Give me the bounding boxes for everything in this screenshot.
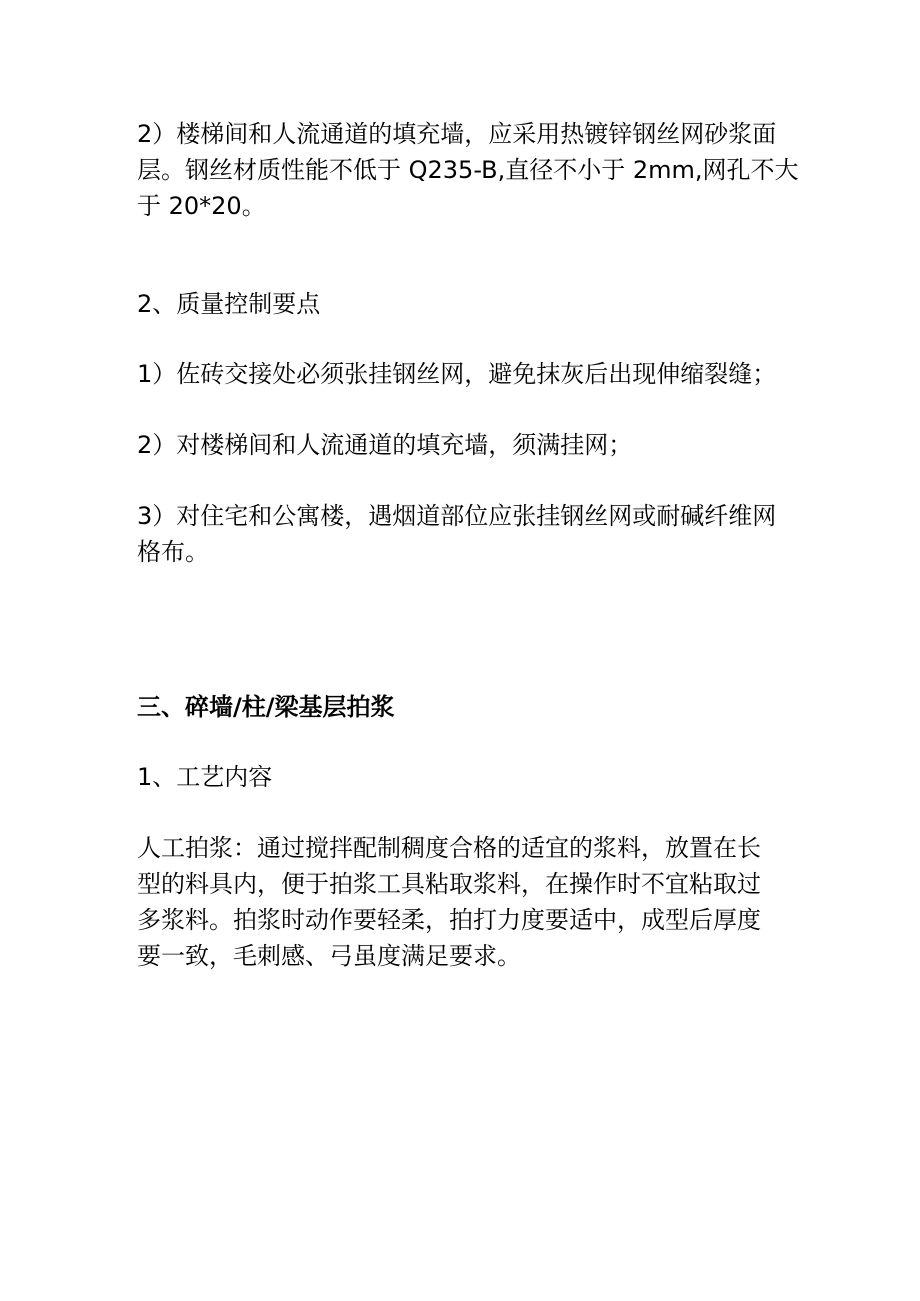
section-heading: 三、碎墙/柱/梁基层拍浆: [137, 693, 395, 721]
paragraph-stair-wall-mesh: [137, 116, 797, 224]
text-line: 人工拍浆：通过搅拌配制稠度合格的适宜的浆料，放置在长: [137, 834, 761, 862]
list-item-1: 1）佐砖交接处必须张挂钢丝网，避免抹灰后出现伸缩裂缝；: [137, 360, 777, 388]
text-line: 3）对住宅和公寓楼，遇烟道部位应张挂钢丝网或耐碱纤维网: [137, 502, 777, 530]
text-line: 2）楼梯间和人流通道的填充墙，应采用热镀锌钢丝网砂浆面: [137, 120, 777, 148]
text-line: 于 20*20。: [137, 192, 266, 220]
text-line: 多浆料。拍浆时动作要轻柔，拍打力度要适中，成型后厚度: [137, 906, 761, 934]
paragraph-manual-slurry: [137, 830, 797, 974]
text-line: 层。钢丝材质性能不低于 Q235-B,直径不小于 2mm,网孔不大: [137, 156, 799, 184]
text-line: 要一致，毛刺感、弓虽度满足要求。: [137, 942, 521, 970]
sub-heading-quality-control: 2、质量控制要点: [137, 290, 321, 318]
list-item-3: [137, 498, 797, 570]
list-item-2: 2）对楼梯间和人流通道的填充墙，须满挂网；: [137, 431, 633, 459]
text-line: 格布。: [137, 538, 209, 566]
text-line: 型的料具内，便于拍浆工具粘取浆料，在操作时不宜粘取过: [137, 870, 761, 898]
sub-heading-process-content: 1、工艺内容: [137, 763, 273, 791]
